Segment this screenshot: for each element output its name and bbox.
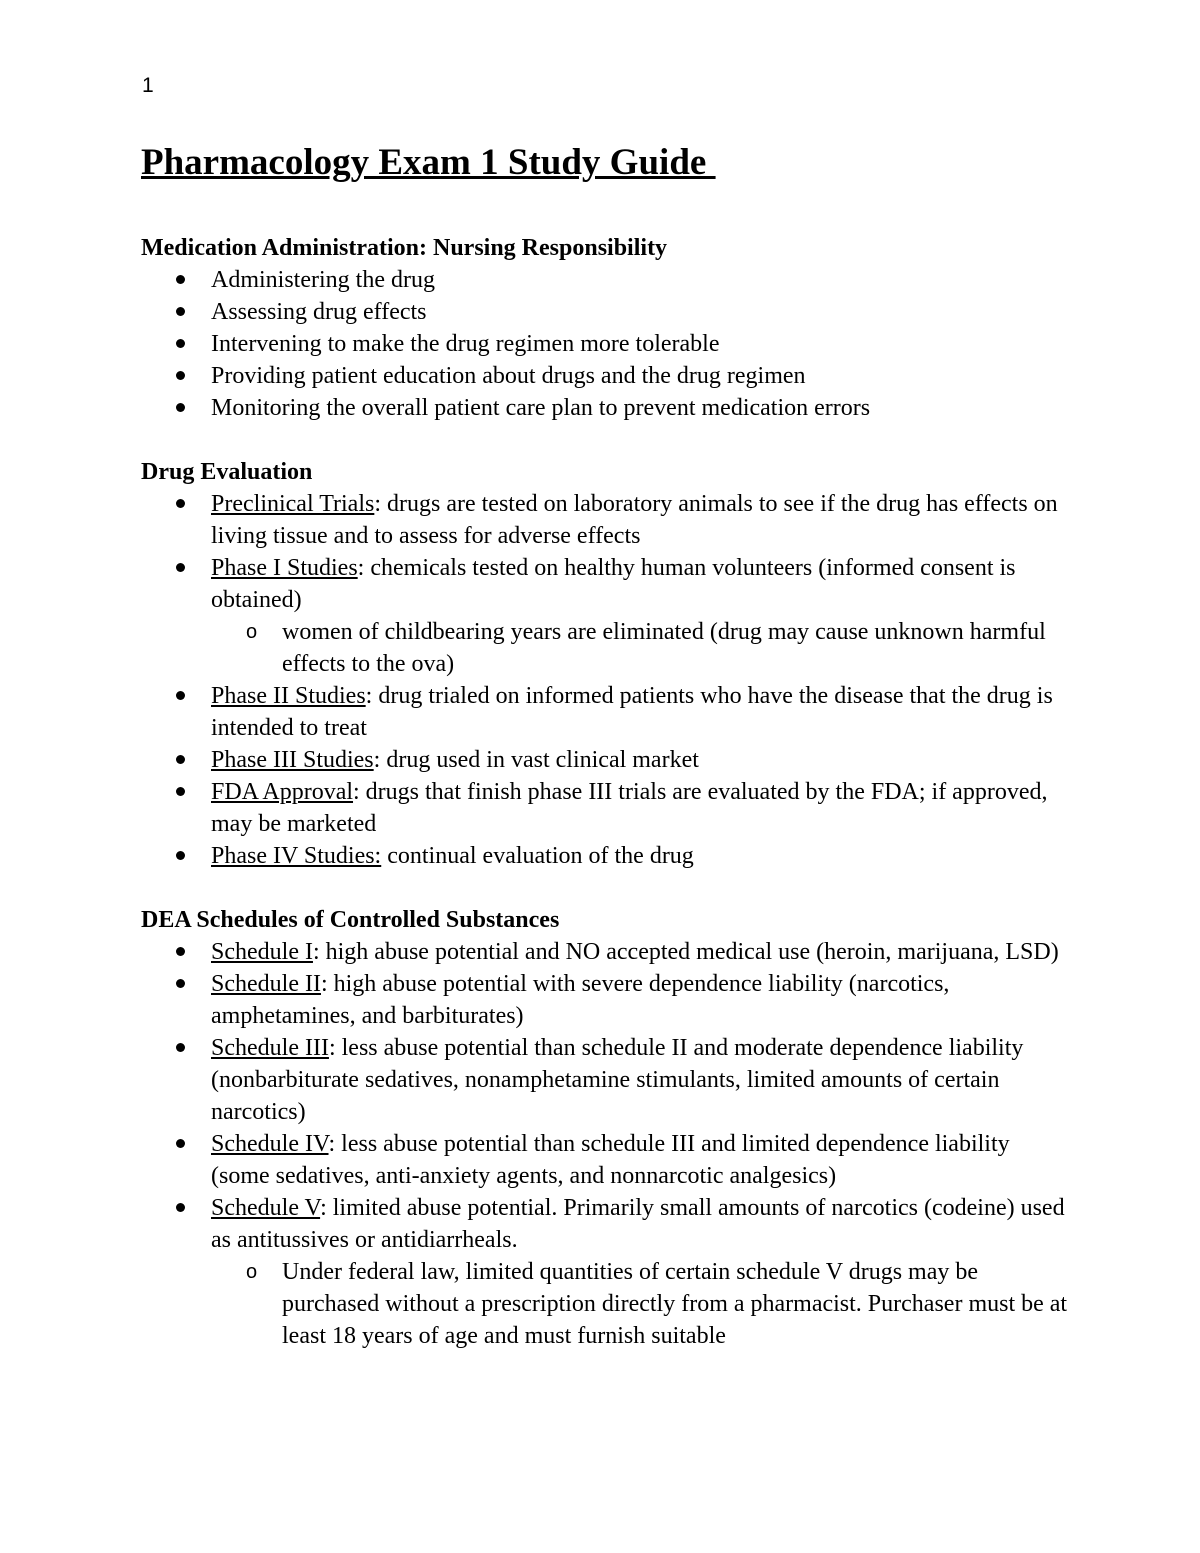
list-item bbox=[211, 1128, 1071, 1192]
item-term: Schedule I bbox=[211, 939, 313, 965]
item-text: : chemicals tested on healthy human volunteers (informed consent is obtained) bbox=[211, 555, 1016, 613]
page-title: Pharmacology Exam 1 Study Guide bbox=[141, 142, 716, 183]
item-term: Schedule II bbox=[211, 971, 321, 997]
section-heading: Drug Evaluation bbox=[141, 459, 313, 485]
item-text: Providing patient education about drugs and the drug regimen bbox=[211, 363, 806, 389]
item-term: Phase I Studies bbox=[211, 555, 358, 581]
list-item bbox=[211, 840, 1071, 872]
item-term: Phase II Studies bbox=[211, 683, 366, 709]
sub-list-item bbox=[282, 616, 1071, 680]
item-text: : drug trialed on informed patients who have the disease that the drug is intended to treat bbox=[211, 683, 1053, 741]
item-term: Preclinical Trials bbox=[211, 491, 375, 517]
section-heading: Medication Administration: Nursing Responsibility bbox=[141, 235, 668, 261]
item-term: Schedule V bbox=[211, 1195, 321, 1221]
list-item bbox=[211, 680, 1071, 744]
list-item bbox=[211, 1192, 1071, 1352]
list-item bbox=[211, 552, 1071, 680]
list-item bbox=[211, 296, 1071, 328]
item-term: Schedule III bbox=[211, 1035, 329, 1061]
sub-item-text: women of childbearing years are eliminated (drug may cause unknown harmful effects to the ova) bbox=[282, 619, 1046, 677]
item-text: Assessing drug effects bbox=[211, 299, 427, 325]
list-item bbox=[211, 936, 1071, 968]
list-item bbox=[211, 328, 1071, 360]
list-item bbox=[211, 488, 1071, 552]
list-item bbox=[211, 744, 1071, 776]
sub-list bbox=[211, 1256, 1071, 1352]
item-text: : high abuse potential and NO accepted medical use (heroin, marijuana, LSD) bbox=[312, 939, 1059, 965]
section-dea-schedules bbox=[141, 904, 1071, 1352]
item-text: continual evaluation of the drug bbox=[381, 843, 694, 869]
item-term: FDA Approval bbox=[211, 779, 354, 805]
document-body bbox=[141, 232, 1071, 1384]
section-medication-administration bbox=[141, 232, 1071, 424]
section-drug-evaluation bbox=[141, 456, 1071, 872]
item-term: Schedule IV bbox=[211, 1131, 329, 1157]
item-text: Monitoring the overall patient care plan to prevent medication errors bbox=[211, 395, 871, 421]
item-text: : less abuse potential than schedule III and limited dependence liability (some sedatives, anti-anxiety agents, and nonnarcotic analgesics) bbox=[211, 1131, 1010, 1189]
item-term: Phase III Studies bbox=[211, 747, 374, 773]
list-item bbox=[211, 392, 1071, 424]
sub-list-item bbox=[282, 1256, 1071, 1352]
item-text: : high abuse potential with severe dependence liability (narcotics, amphetamines, and barbiturates) bbox=[211, 971, 950, 1029]
bullet-list bbox=[141, 936, 1071, 1352]
sub-list bbox=[211, 616, 1071, 680]
page-number: 1 bbox=[142, 74, 154, 97]
list-item bbox=[211, 264, 1071, 296]
bullet-list bbox=[141, 264, 1071, 424]
item-text: : drugs are tested on laboratory animals to see if the drug has effects on living tissue and to assess for adverse effects bbox=[211, 491, 1058, 549]
list-item bbox=[211, 776, 1071, 840]
bullet-list bbox=[141, 488, 1071, 872]
section-heading: DEA Schedules of Controlled Substances bbox=[141, 907, 560, 933]
item-text: Intervening to make the drug regimen more tolerable bbox=[211, 331, 720, 357]
list-item bbox=[211, 1032, 1071, 1128]
item-text: : limited abuse potential. Primarily small amounts of narcotics (codeine) used as antitussives or antidiarrheals. bbox=[211, 1195, 1065, 1253]
item-text: Administering the drug bbox=[211, 267, 435, 293]
item-term: Phase IV Studies: bbox=[211, 843, 382, 869]
list-item bbox=[211, 360, 1071, 392]
item-text: : drugs that finish phase III trials are evaluated by the FDA; if approved, may be marketed bbox=[211, 779, 1048, 837]
item-text: : drug used in vast clinical market bbox=[373, 747, 699, 773]
list-item bbox=[211, 968, 1071, 1032]
item-text: : less abuse potential than schedule II and moderate dependence liability (nonbarbiturate sedatives, nonamphetamine stimulants, limited amounts of certain narcotics) bbox=[211, 1035, 1024, 1125]
sub-item-text: Under federal law, limited quantities of certain schedule V drugs may be purchased without a prescription directly from a pharmacist. Purchaser must be at least 18 years of age and must furnish suitable bbox=[282, 1259, 1068, 1349]
